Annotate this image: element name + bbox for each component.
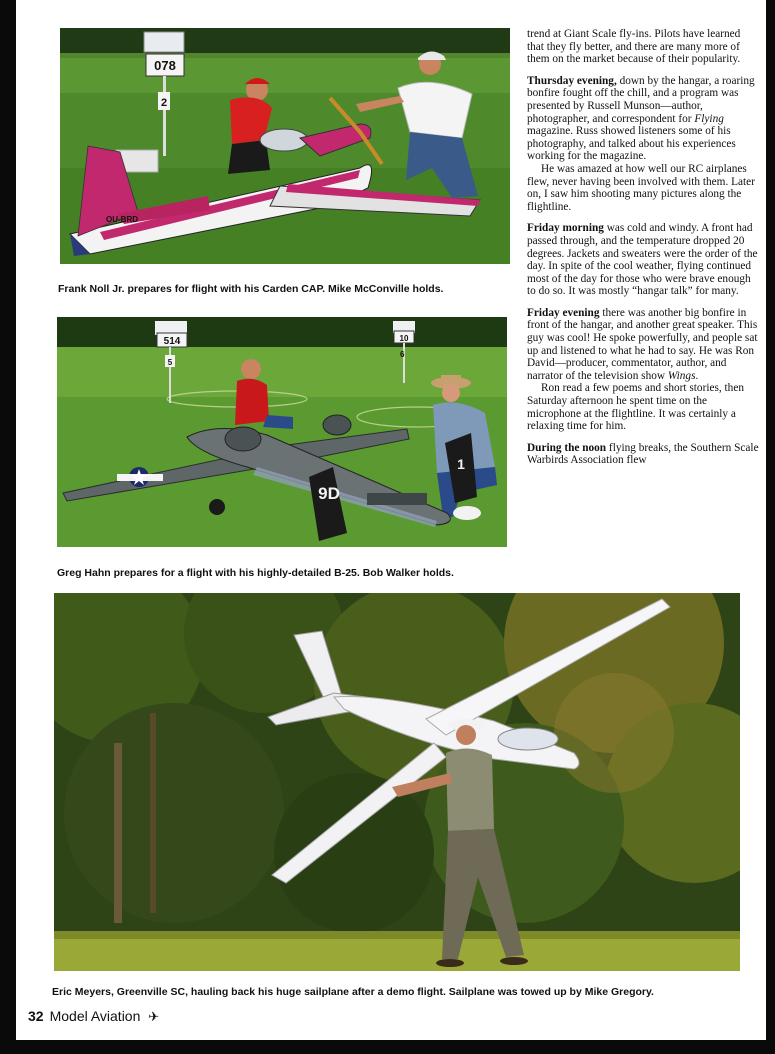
- lead-friday-morning: Friday morning: [527, 222, 604, 235]
- article-p2-italic: Flying: [694, 112, 724, 125]
- field-sign-right: 10: [399, 334, 409, 343]
- plane-registration: OU-BRD: [106, 215, 138, 224]
- photo-sailplane-illustration: [54, 593, 740, 971]
- article-p5-italic: Wings: [667, 369, 696, 382]
- lead-friday-evening: Friday evening: [527, 306, 600, 319]
- page-number: 32: [28, 1008, 44, 1024]
- magazine-page: [16, 0, 766, 1040]
- article-p2-text-a: down by the hangar, a roaring bonfire fought off the chill, and a program was presented by Russell Munson—author, photographer, and correspondent for: [527, 74, 755, 125]
- article-p5-text-b: .: [695, 369, 699, 382]
- lead-during-the-noon: During the noon: [527, 441, 607, 454]
- article-paragraph-4: [527, 222, 759, 298]
- photo-b25-illustration: [57, 317, 507, 547]
- caption-sailplane: Eric Meyers, Greenville SC, hauling back his huge sailplane after a demo flight. Sailplane was towed up by Mike Gregory.: [52, 986, 654, 998]
- page-footer: [28, 1008, 159, 1025]
- caption-b25: Greg Hahn prepares for a flight with his highly-detailed B-25. Bob Walker holds.: [57, 567, 454, 579]
- pole-marker-left: 5: [167, 358, 173, 367]
- caption-carden-cap: Frank Noll Jr. prepares for flight with his Carden CAP. Mike McConville holds.: [58, 283, 444, 295]
- pole-marker-right: 6: [400, 350, 405, 359]
- article-paragraph-1: trend at Giant Scale fly-ins. Pilots have learned that they fly better, and there are many more of them on the market because of their popularity.: [527, 28, 741, 66]
- airplane-icon: ✈: [148, 1009, 160, 1024]
- article-p5-text-a: there was another big bonfire in front of the hangar, and another great speaker. This guy was cool! He spoke powerfully, and people sat up and listened to what he had to say. He was Ron David—producer, commentator, author, and narrator of the television show: [527, 306, 758, 382]
- article-p4-text: was cold and windy. A front had passed through, and the temperature dropped 20 degrees. Jackets and sweaters were the order of the day. In spite of the cool weather, flying continued most of the day for those who were brave enough to do so. It was mostly “hangar talk” for many.: [527, 222, 758, 298]
- article-paragraph-6: Ron read a few poems and short stories, then Saturday afternoon he spent time on the microphone at the flightline. It was certainly a relaxing time for him.: [527, 382, 744, 433]
- photo-carden-cap-illustration: [60, 28, 510, 264]
- photo-b25: [57, 317, 507, 547]
- b25-tail-number: 1: [457, 456, 465, 472]
- article-p7-text: flying breaks, the Southern Scale Warbirds Association flew: [527, 441, 759, 467]
- article-p2-text-b: magazine. Russ showed listeners some of his photography, and talked about his experiences working for the magazine.: [527, 125, 736, 163]
- article-column: [527, 28, 759, 476]
- photo-carden-cap: [60, 28, 510, 264]
- field-sign-number: 078: [154, 58, 176, 73]
- field-sign-left: 514: [163, 336, 181, 347]
- article-paragraph-7: [527, 442, 759, 467]
- article-paragraph-5: [527, 307, 759, 383]
- pole-number: 2: [160, 97, 168, 109]
- article-paragraph-3: He was amazed at how well our RC airplanes flew, never having been involved with them. Later on, I saw him shooting many pictures along the flightline.: [527, 162, 755, 213]
- b25-tail-code: 9D: [318, 484, 340, 503]
- magazine-name: Model Aviation: [49, 1008, 141, 1024]
- lead-thursday-evening: Thursday evening,: [527, 74, 617, 87]
- article-paragraph-2: [527, 75, 759, 163]
- photo-sailplane: [54, 593, 740, 971]
